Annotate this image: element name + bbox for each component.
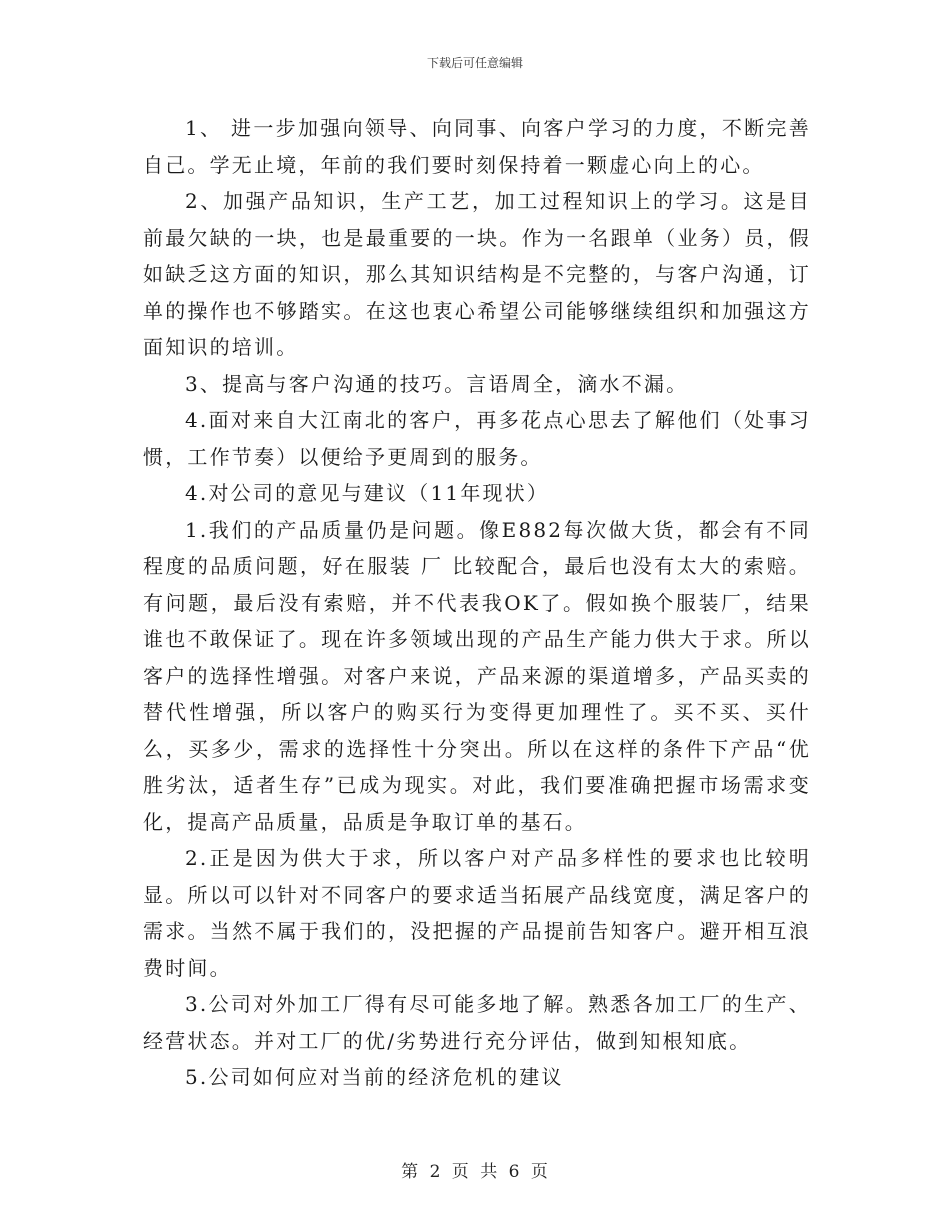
page-footer: 第 2 页 共 6 页 bbox=[401, 1162, 549, 1182]
paragraph: 2、加强产品知识，生产工艺，加工过程知识上的学习。这是目前最欠缺的一块，也是最重要的一块。作为一名跟单（业务）员，假如缺乏这方面的知识，那么其知识结构是不完整的，与客户沟通，订单的操作也不够踏实。在这也衷心希望公司能够继续组织和加强这方面知识的培训。 bbox=[143, 189, 811, 359]
section-heading: 4.对公司的意见与建议（11年现状） bbox=[185, 481, 550, 505]
paragraph: 3、提高与客户沟通的技巧。言语周全，滴水不漏。 bbox=[185, 371, 689, 396]
paragraph: 3.公司对外加工厂得有尽可能多地了解。熟悉各加工厂的生产、经营状态。并对工厂的优/劣势进行充分评估，做到知根知底。 bbox=[143, 992, 811, 1053]
section-heading: 5.公司如何应对当前的经济危机的建议 bbox=[185, 1065, 564, 1089]
document-body bbox=[143, 110, 811, 1096]
paragraph: 1、 进一步加强向领导、向同事、向客户学习的力度，不断完善自己。学无止境，年前的我们要时刻保持着一颗虚心向上的心。 bbox=[143, 116, 811, 177]
page-header: 下载后可任意编辑 bbox=[426, 56, 523, 70]
paragraph: 2.正是因为供大于求，所以客户对产品多样性的要求也比较明显。所以可以针对不同客户的要求适当拓展产品线宽度，满足客户的需求。当然不属于我们的，没把握的产品提前告知客户。避开相互浪费时间。 bbox=[143, 846, 811, 980]
paragraph: 1.我们的产品质量仍是问题。像E882每次做大货，都会有不同程度的品质问题，好在服装 厂 比较配合，最后也没有太大的索赔。有问题，最后没有索赔，并不代表我OK了。假如换个服装厂，结果谁也不敢保证了。现在许多领域出现的产品生产能力供大于求。所以客户的选择性增强。对客户来说，产品来源的渠道增多，产品买卖的替代性增强，所以客户的购买行为变得更加理性了。买不买、买什么，买多少，需求的选择性十分突出。所以在这样的条件下产品“优胜劣汰，适者生存”已成为现实。对此，我们要准确把握市场需求变化，提高产品质量，品质是争取订单的基石。 bbox=[143, 517, 811, 834]
paragraph: 4.面对来自大江南北的客户，再多花点心思去了解他们（处事习惯，工作节奏）以便给予更周到的服务。 bbox=[143, 408, 811, 469]
